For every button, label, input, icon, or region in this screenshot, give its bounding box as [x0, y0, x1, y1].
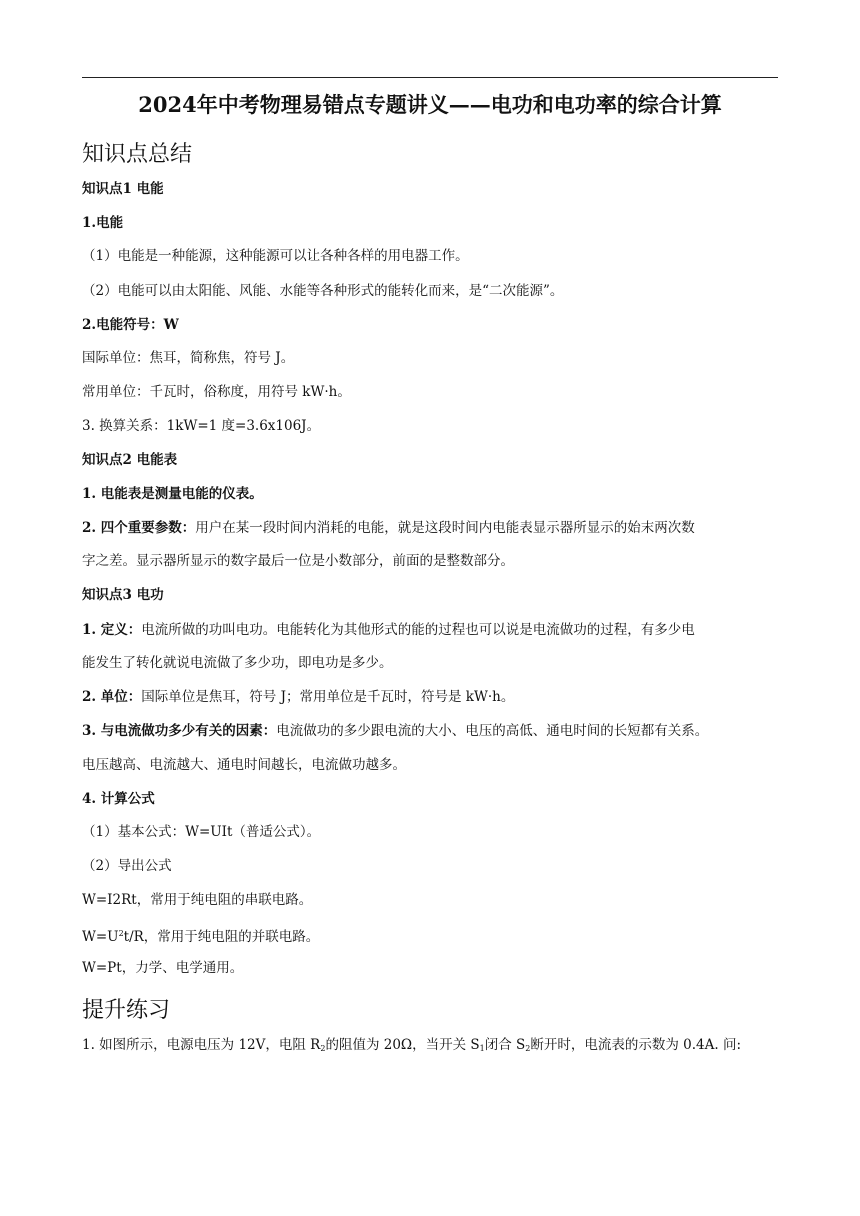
kp1-heading: 知识点1 电能 — [82, 181, 164, 197]
formula-part: t/R，常用于纯电阻的并联电路。 — [123, 929, 320, 945]
kp3-factors-cont: 电压越高、电流越大、通电时间越长，电流做功越多。 — [82, 757, 406, 773]
kp3-formula-basic: （1）基本公式：W=UIt（普适公式）。 — [82, 824, 321, 840]
kp2-line2-label: 2. 四个重要参数： — [82, 520, 196, 536]
question-text: 的阻值为 20Ω，当开关 S — [325, 1037, 480, 1053]
kp1-line2: （2）电能可以由太阳能、风能、水能等各种形式的能转化而来，是“二次能源”。 — [82, 283, 564, 299]
header-rule — [82, 77, 778, 78]
kp3-definition-label: 1. 定义： — [82, 622, 142, 638]
kp3-formula-heading: 4. 计算公式 — [82, 791, 155, 807]
kp1-line4: 常用单位：千瓦时，俗称度，用符号 kW·h。 — [82, 384, 351, 400]
kp1-line1: （1）电能是一种能源，这种能源可以让各种各样的用电器工作。 — [82, 248, 469, 264]
kp2-line2-text: 用户在某一段时间内消耗的电能，就是这段时间内电能表显示器所显示的始末两次数 — [195, 520, 695, 536]
kp3-heading: 知识点3 电功 — [82, 587, 164, 603]
kp2-line1: 1. 电能表是测量电能的仪表。 — [82, 486, 263, 502]
kp3-formula-derived: （2）导出公式 — [82, 858, 172, 874]
question-text: 1. 如图所示，电源电压为 12V，电阻 R — [82, 1037, 321, 1053]
question-text: 断开时，电流表的示数为 0.4A. 问: — [530, 1037, 742, 1053]
kp2-heading: 知识点2 电能表 — [82, 452, 178, 468]
kp3-formula-series: W=I2Rt，常用于纯电阻的串联电路。 — [82, 892, 313, 908]
kp1-sub2: 2.电能符号：W — [82, 317, 179, 333]
kp3-factors-label: 3. 与电流做功多少有关的因素： — [82, 723, 277, 739]
section-heading-summary: 知识点总结 — [82, 142, 193, 167]
kp1-line5: 3. 换算关系：1kW=1 度=3.6x106J。 — [82, 418, 321, 434]
kp3-definition-cont: 能发生了转化就说电流做了多少功，即电功是多少。 — [82, 655, 393, 671]
subscript: 2 — [320, 1044, 326, 1053]
kp1-sub1: 1.电能 — [82, 215, 124, 231]
kp3-factors-text: 电流做功的多少跟电流的大小、电压的高低、通电时间的长短都有关系。 — [276, 723, 709, 739]
kp3-formula-parallel — [82, 924, 319, 947]
kp2-line3: 字之差。显示器所显示的数字最后一位是小数部分，前面的是整数部分。 — [82, 553, 514, 569]
kp3-unit — [82, 687, 514, 707]
subscript: 1 — [479, 1044, 485, 1053]
kp3-unit-label: 2. 单位： — [82, 689, 142, 705]
question-1 — [82, 1035, 741, 1059]
kp2-line2 — [82, 518, 695, 538]
document-title: 2024年中考物理易错点专题讲义——电功和电功率的综合计算 — [138, 92, 722, 117]
kp3-unit-text: 国际单位是焦耳，符号 J；常用单位是千瓦时，符号是 kW·h。 — [141, 689, 515, 705]
section-heading-practice: 提升练习 — [82, 998, 171, 1023]
kp3-definition — [82, 620, 695, 640]
kp3-formula-general: W=Pt，力学、电学通用。 — [82, 960, 244, 976]
kp1-line3: 国际单位：焦耳，简称焦，符号 J。 — [82, 350, 295, 366]
superscript: 2 — [118, 929, 124, 938]
kp3-factors — [82, 721, 708, 741]
subscript: 2 — [525, 1044, 531, 1053]
kp3-definition-text: 电流所做的功叫电功。电能转化为其他形式的能的过程也可以说是电流做功的过程，有多少电 — [141, 622, 695, 638]
formula-part: W=U — [82, 929, 119, 945]
question-text: 闭合 S — [484, 1037, 526, 1053]
